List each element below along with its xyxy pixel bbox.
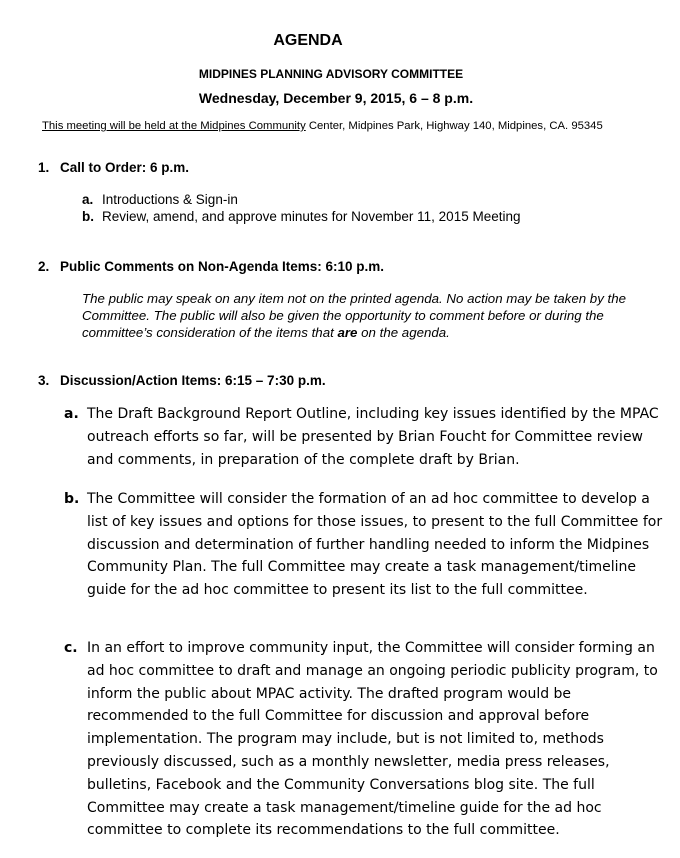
section-1-item-b (82, 209, 521, 224)
item-text: In an effort to improve community input, the Committee will consider forming an ad hoc committee to draft and manage an ongoing periodic publicity program, to inform the public about MPAC activity. The drafted program would be recommended to the full Committee for discussion and approval before implementation. The program may include, but is not limited to, methods previously discussed, such as a monthly newsletter, media press releases, bulletins, Facebook and the Community Conversations blog site. The full Committee may create a task management/timeline guide for the ad hoc committee to complete its recommendations to the full committee. (87, 640, 658, 839)
section-title: Discussion/Action Items: 6:15 – 7:30 p.m. (60, 373, 326, 388)
section-1-item-a (82, 192, 238, 207)
location-text: Center, Midpines Park, Highway 140, Midpines, CA. 95345 (305, 120, 603, 132)
location-underlined-text: This meeting will be held at the Midpines Community (42, 120, 306, 132)
item-text: Introductions & Sign-in (102, 192, 238, 207)
item-letter: a. (82, 192, 94, 207)
committee-name: MIDPINES PLANNING ADVISORY COMMITTEE (198, 67, 464, 81)
item-letter: a. (64, 406, 79, 422)
section-1-heading (38, 160, 189, 175)
item-letter: b. (82, 209, 94, 224)
section-title: Public Comments on Non-Agenda Items: 6:10 p.m. (60, 259, 385, 274)
note-emphasis: are (337, 325, 358, 340)
item-text: The Draft Background Report Outline, including key issues identified by the MPAC outreach efforts so far, will be presented by Brian Foucht for Committee review and comments, in preparation of the complete draft by Brian. (87, 406, 659, 468)
section-number: 3. (38, 373, 50, 388)
note-text-end: on the agenda. (357, 325, 450, 340)
item-text: The Committee will consider the formation of an ad hoc committee to develop a list of key issues and options for those issues, to present to the full Committee for discussion and determination of further handling needed to inform the Midpines Community Plan. The full Committee may create a task management/timeline guide for the ad hoc committee to present its list to the full committee. (87, 491, 663, 599)
section-3-item-c (64, 637, 668, 842)
page-title: AGENDA (273, 32, 343, 49)
item-text: Review, amend, and approve minutes for November 11, 2015 Meeting (102, 209, 521, 224)
meeting-date: Wednesday, December 9, 2015, 6 – 8 p.m. (198, 90, 474, 106)
section-3-item-b (64, 488, 668, 602)
section-3-item-a (64, 403, 668, 471)
note-text: The public may speak on any item not on the printed agenda. No action may be taken by the Committee. The public will also be given the opportunity to comment before or during the committee’s consideration of the items that (82, 291, 627, 340)
meeting-location (42, 120, 603, 132)
public-comment-note (82, 290, 652, 341)
section-title: Call to Order: 6 p.m. (60, 160, 190, 175)
section-3-heading (38, 373, 326, 388)
section-number: 2. (38, 259, 50, 274)
section-2-heading (38, 259, 384, 274)
item-letter: b. (64, 491, 80, 507)
item-letter: c. (64, 640, 78, 656)
section-number: 1. (38, 160, 50, 175)
